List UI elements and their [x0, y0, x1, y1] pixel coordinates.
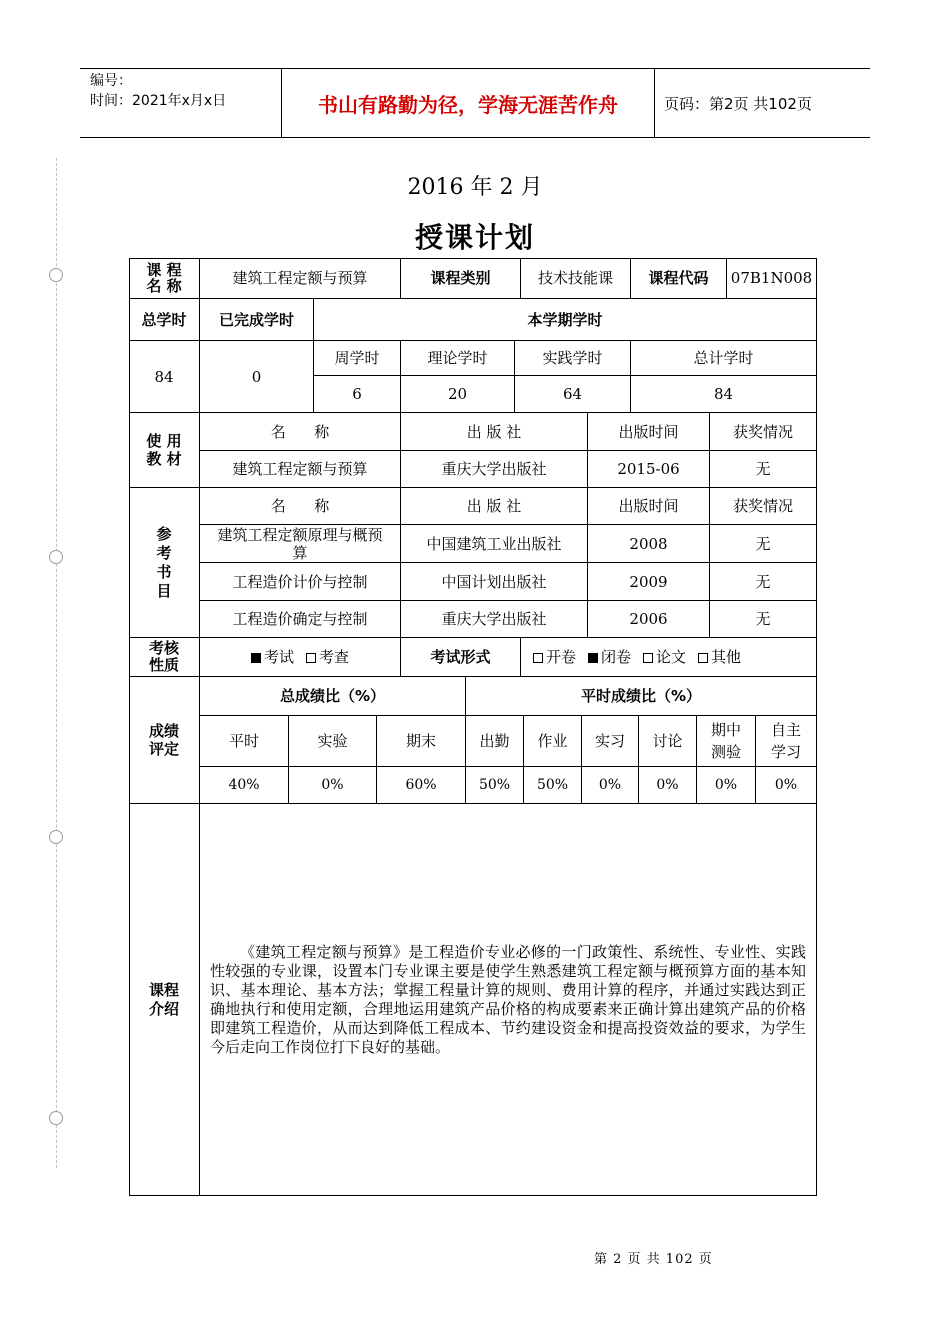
grade-col: 期中 测验 — [697, 716, 756, 767]
header-page: 页码：第2页 共102页 — [664, 94, 812, 113]
binding-hole — [49, 830, 63, 844]
completed-hours: 0 — [200, 341, 314, 413]
empty-box-icon — [643, 653, 653, 663]
empty-box-icon — [306, 653, 316, 663]
open-book-option[interactable] — [533, 648, 576, 666]
reference-name: 工程造价确定与控制 — [200, 601, 401, 638]
grade-col: 自主 学习 — [756, 716, 817, 767]
grade-col: 实验 — [289, 716, 377, 767]
binding-hole — [49, 550, 63, 564]
completed-hours-label: 已完成学时 — [200, 299, 314, 341]
grade-value: 0% — [639, 767, 697, 804]
references-col-name: 名 称 — [200, 488, 401, 525]
header-motto: 书山有路勤为径，学海无涯苦作舟 — [282, 69, 655, 137]
page-header — [80, 68, 870, 138]
header-meta — [80, 69, 282, 137]
grades-label: 成绩 评定 — [129, 677, 200, 804]
open-book-label: 开卷 — [546, 648, 577, 666]
grade-value: 0% — [582, 767, 639, 804]
course-intro-text: 《建筑工程定额与预算》是工程造价专业必修的一门政策性、系统性、专业性、实践性较强的专业课，设置本门专业课主要是使学生熟悉建筑工程定额与概预算方面的基本知识、基本理论、基本方法；掌握工程量计算的规则、费用计算的程序，并通过实践达到正确地执行和使用定额，合理地运用建筑产品价格的构成要素来正确计算出建筑产品的价格即建筑工程造价，从而达到降低工程成本、节约建设资金和提高投资效益的要求，为学生今后走向工作岗位打下良好的基础。 — [210, 942, 806, 1056]
practice-hours: 64 — [515, 376, 631, 413]
grade-col: 讨论 — [639, 716, 697, 767]
textbook-time: 2015-06 — [588, 451, 710, 488]
paper-label: 论文 — [656, 648, 687, 666]
reference-name: 工程造价计价与控制 — [200, 563, 401, 601]
course-code: 07B1N008 — [727, 258, 817, 299]
textbook-award: 无 — [710, 451, 817, 488]
closed-book-option[interactable] — [588, 648, 631, 666]
textbook-col-name: 名 称 — [200, 413, 401, 451]
exam-form-label: 考试形式 — [401, 638, 521, 677]
grade-col: 平时 — [200, 716, 289, 767]
assessment-label: 考核 性质 — [129, 638, 200, 677]
checked-box-icon — [251, 653, 261, 663]
term-hours-label: 本学期学时 — [314, 299, 817, 341]
binding-hole — [49, 1111, 63, 1125]
page-footer: 第 2 页 共 102 页 — [594, 1252, 713, 1267]
paper-option[interactable] — [643, 648, 686, 666]
sum-hours: 84 — [631, 376, 817, 413]
closed-book-label: 闭卷 — [601, 648, 632, 666]
grade-value: 50% — [466, 767, 524, 804]
grade-value: 60% — [377, 767, 466, 804]
reference-award: 无 — [710, 563, 817, 601]
reference-time: 2006 — [588, 601, 710, 638]
textbook-name: 建筑工程定额与预算 — [200, 451, 401, 488]
practice-hours-label: 实践学时 — [515, 341, 631, 376]
theory-hours-label: 理论学时 — [401, 341, 515, 376]
textbook-col-time: 出版时间 — [588, 413, 710, 451]
total-hours: 84 — [129, 341, 200, 413]
references-col-publisher: 出 版 社 — [401, 488, 588, 525]
textbook-publisher: 重庆大学出版社 — [401, 451, 588, 488]
course-type-label: 课程类别 — [401, 258, 521, 299]
textbook-col-publisher: 出 版 社 — [401, 413, 588, 451]
reference-award: 无 — [710, 525, 817, 563]
reference-name: 建筑工程定额原理与概预算 — [200, 525, 401, 563]
usual-ratio-label: 平时成绩比（%） — [466, 677, 817, 716]
reference-award: 无 — [710, 601, 817, 638]
total-ratio-label: 总成绩比（%） — [200, 677, 466, 716]
grade-value: 50% — [524, 767, 582, 804]
textbook-col-award: 获奖情况 — [710, 413, 817, 451]
reference-publisher: 中国建筑工业出版社 — [401, 525, 588, 563]
grade-value: 0% — [289, 767, 377, 804]
reference-publisher: 中国计划出版社 — [401, 563, 588, 601]
exam-form — [521, 638, 817, 677]
assessment-type — [200, 638, 401, 677]
references-col-time: 出版时间 — [588, 488, 710, 525]
header-number: 编号： — [90, 73, 132, 89]
textbook-label: 使 用 教 材 — [129, 413, 200, 488]
header-time: 时间：2021年x月x日 — [90, 93, 227, 109]
reference-publisher: 重庆大学出版社 — [401, 601, 588, 638]
intro-label: 课程 介绍 — [129, 804, 200, 1196]
theory-hours: 20 — [401, 376, 515, 413]
grade-value: 40% — [200, 767, 289, 804]
exam-option[interactable] — [251, 648, 294, 666]
total-hours-label: 总学时 — [129, 299, 200, 341]
grade-col: 出勤 — [466, 716, 524, 767]
references-label: 参 考 书 目 — [129, 488, 200, 638]
document-title: 授课计划 — [414, 221, 535, 254]
grade-col: 实习 — [582, 716, 639, 767]
other-label: 其他 — [711, 648, 742, 666]
empty-box-icon — [533, 653, 543, 663]
sum-hours-label: 总计学时 — [631, 341, 817, 376]
grade-value: 0% — [697, 767, 756, 804]
intro-text-cell — [200, 804, 817, 1196]
other-option[interactable] — [698, 648, 741, 666]
document-date: 2016 年 2 月 — [407, 175, 543, 200]
reference-time: 2009 — [588, 563, 710, 601]
grade-col: 作业 — [524, 716, 582, 767]
references-col-award: 获奖情况 — [710, 488, 817, 525]
grade-value: 0% — [756, 767, 817, 804]
exam-option-label: 考试 — [263, 648, 294, 666]
binding-line — [56, 158, 57, 1168]
check-option-label: 考查 — [319, 648, 350, 666]
checked-box-icon — [588, 653, 598, 663]
empty-box-icon — [698, 653, 708, 663]
course-name-label: 课 程 名 称 — [129, 258, 200, 299]
course-code-label: 课程代码 — [631, 258, 727, 299]
check-option[interactable] — [306, 648, 349, 666]
binding-hole — [49, 268, 63, 282]
course-name: 建筑工程定额与预算 — [200, 258, 401, 299]
weekly-hours-label: 周学时 — [314, 341, 401, 376]
grade-col: 期末 — [377, 716, 466, 767]
reference-time: 2008 — [588, 525, 710, 563]
course-type: 技术技能课 — [521, 258, 631, 299]
weekly-hours: 6 — [314, 376, 401, 413]
